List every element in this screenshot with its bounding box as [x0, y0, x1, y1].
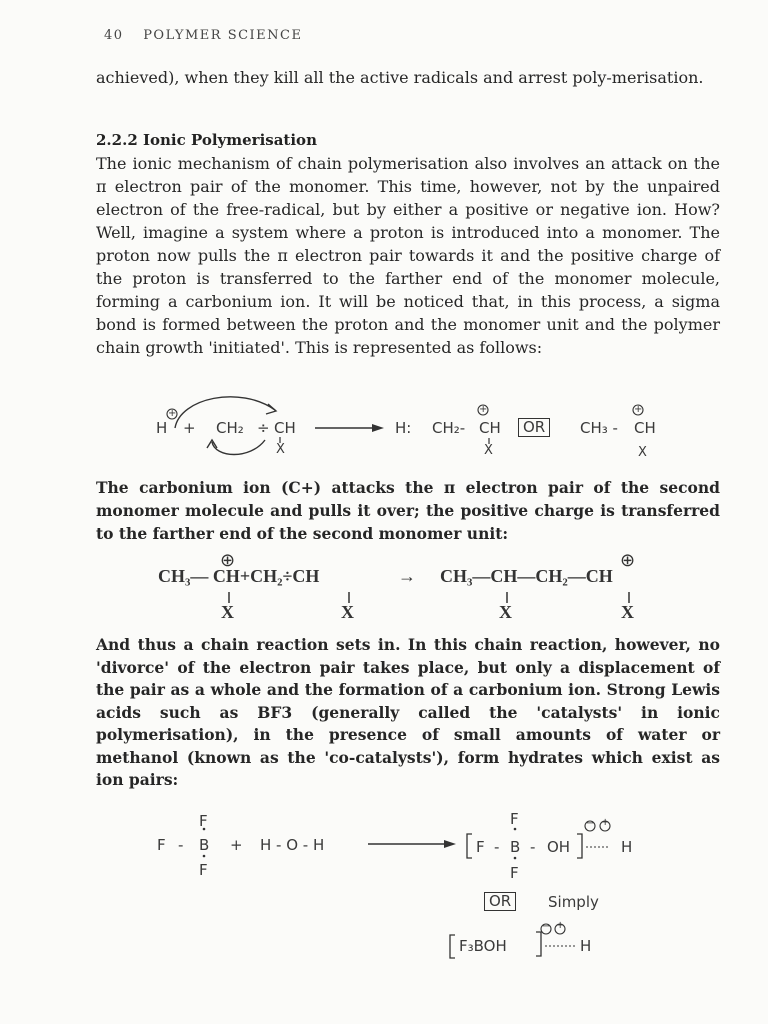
- x-1: X: [221, 602, 234, 622]
- product-x: X: [484, 443, 493, 458]
- section-heading: 2.2.2 Ionic Polymerisation: [96, 131, 317, 149]
- simple-neg-charge: −: [542, 921, 551, 932]
- bf3-f-top: F: [199, 812, 208, 830]
- paragraph-chain-reaction: And thus a chain reaction sets in. In this chain reaction, however, no 'divorce' of the electron pair takes place, but only a displacement of the pair as a whole and the formation of a carbonium ion. Strong Lewis acids such as BF3 (generally called the 'catalysts' in ionic polymerisation), in the presence of small amounts of water or methanol (known as the 'co-catalysts'), form hydrates which exist as ion pairs:: [96, 635, 720, 789]
- paragraph-carbonium: The carbonium ion (C+) attacks the π electron pair of the second monomer molecule and pulls it over; the positive charge is transferred to the farther end of the second monomer unit:: [96, 478, 720, 543]
- or-box: OR: [518, 418, 550, 437]
- bf3-f-left: F: [157, 836, 166, 854]
- product-h: H:: [395, 419, 412, 437]
- x-3: X: [499, 602, 512, 622]
- ch-group: CH: [274, 419, 296, 437]
- propagation-arrow: →: [398, 566, 416, 586]
- charge-right: ⊕: [620, 550, 636, 570]
- product-oh: OH: [547, 838, 571, 856]
- product-ch: CH: [479, 419, 501, 437]
- product-neg-charge: −: [586, 818, 595, 829]
- alt-x: X: [638, 445, 647, 460]
- pi-bond: ÷: [257, 419, 270, 437]
- simple-h: H: [580, 937, 592, 955]
- alt-charge: +: [634, 404, 643, 415]
- bf3-bond: -: [178, 836, 184, 854]
- product-chain: CH₃—CH—CH₂—CH: [440, 566, 613, 586]
- simple-pos-charge: +: [556, 920, 565, 931]
- ch2-group: CH₂: [216, 419, 244, 437]
- plus-sign: +: [183, 419, 196, 437]
- product-b: B: [510, 838, 521, 856]
- product-ch2: CH₂-: [432, 419, 466, 437]
- paragraph-intro: achieved), when they kill all the active radicals and arrest poly-merisation.: [96, 68, 704, 87]
- page-number: 40: [104, 28, 124, 43]
- product-pos-charge: +: [601, 817, 610, 828]
- paragraph-ionic-mechanism: The ionic mechanism of chain polymerisation also involves an attack on the π electron pair of the monomer. This time, however, not by the unpaired electron of the free-radical, but by either a positive or negative ion. How? Well, imagine a system where a proton is introduced into a monomer. The proton now pulls the π electron pair towards it and the positive charge of the proton is transferred to the farther end of the monomer molecule, forming a carbonium ion. It will be noticed that, in this process, a sigma bond is formed between the proton and the monomer unit and the polymer chain growth 'initiated'. This is represented as follows:: [96, 154, 720, 357]
- plus-bf3: +: [230, 836, 243, 854]
- simply-label: Simply: [548, 893, 599, 911]
- charge-plus-h: +: [168, 408, 177, 419]
- product-charge: +: [479, 404, 488, 415]
- product-f-bottom: F: [510, 864, 519, 882]
- or-box-2: OR: [484, 892, 516, 911]
- x-2: X: [341, 602, 354, 622]
- product-f-top: F: [510, 810, 519, 828]
- product-bond-2: -: [530, 838, 536, 856]
- proton-h: H: [156, 419, 168, 437]
- charge-left: ⊕: [220, 550, 236, 570]
- product-bond-1: -: [494, 838, 500, 856]
- alt-ch: CH: [634, 419, 656, 437]
- product-h: H: [621, 838, 633, 856]
- water: H - O - H: [260, 836, 325, 854]
- product-f-left: F: [476, 838, 485, 856]
- bf3-b: B: [199, 836, 210, 854]
- alt-ch3: CH₃ -: [580, 419, 618, 437]
- substituent-x: X: [276, 442, 285, 457]
- f3boh-formula: F₃BOH: [459, 937, 507, 955]
- bf3-f-bottom: F: [199, 861, 208, 879]
- reactant-chain: CH₃— CH+CH₂÷CH: [158, 566, 320, 586]
- x-4: X: [621, 602, 634, 622]
- running-title: POLYMER SCIENCE: [143, 28, 303, 43]
